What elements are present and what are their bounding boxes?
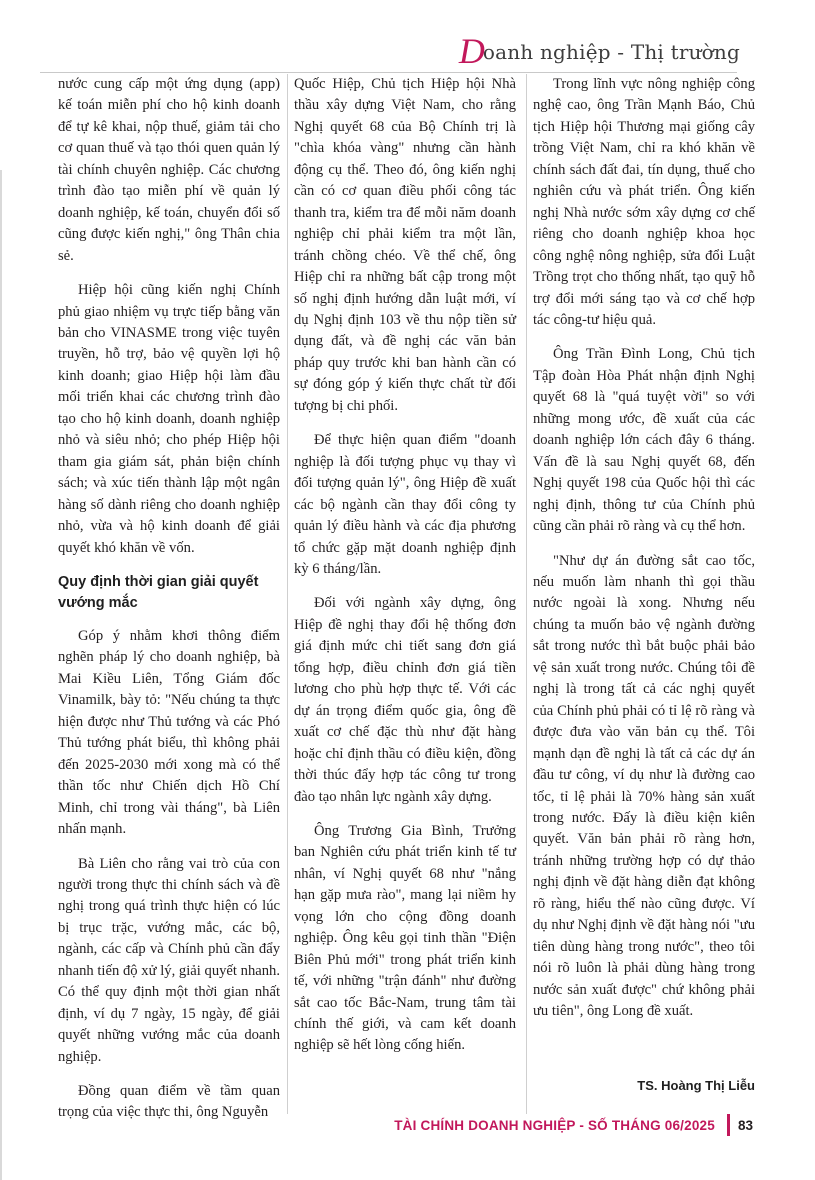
page-edge-bar xyxy=(0,170,2,1180)
article-column-3 xyxy=(533,74,755,1035)
section-header xyxy=(458,30,740,71)
paragraph: Ông Trần Đình Long, Chủ tịch Tập đoàn Hòa Phát nhận định Nghị quyết 68 là "quá tuyệt vời" so với những mong ước, đề xuất của các doanh nghiệp lớn cách đây 6 tháng. Vấn đề là sau Nghị quyết 68, đến Nghị quyết 198 của Quốc hội thì các nghị định, thông tư của Chính phủ cũng cần phải rõ ràng và cụ thể hơn. xyxy=(533,346,755,535)
paragraph: Đối với ngành xây dựng, ông Hiệp đề nghị thay đổi hệ thống đơn giá định mức chi tiết sang đơn giá tổng hợp, điều chỉnh đơn giá tiền lương cho phù hợp thực tế. Với các dự án trọng điểm quốc gia, ông đề xuất cơ chế đặc thù như đặt hàng hoặc chỉ định thầu có điều kiện, đồng thời thúc đẩy hợp tác công tư trong đào tạo nhân lực ngành xây dựng. xyxy=(294,595,516,805)
paragraph: nước cung cấp một ứng dụng (app) kế toán miễn phí cho hộ kinh doanh để tự kê khai, nộp thuế, giảm tải cho cơ quan thuế và tạo thói quen quản lý tài chính chuyên nghiệp. Các chương trình đào tạo miễn phí về quản lý doanh nghiệp, kế toán, chuyển đổi số cũng được kiến nghị," ông Thân chia sẻ. xyxy=(58,76,280,264)
footer-separator-bar xyxy=(727,1114,730,1136)
article-column-2 xyxy=(294,74,516,1070)
paragraph: "Như dự án đường sắt cao tốc, nếu muốn làm nhanh thì gọi thầu nước ngoài là xong. Nhưng nếu chúng ta muốn bảo vệ ngành đường sắt trong nước thì bắt buộc phải bảo vệ sản xuất trong nước. Chúng tôi đề nghị là trong tất cả các nghị quyết của Chính phủ phải có tỉ lệ rõ ràng và được đưa vào văn bản cụ thể. Tôi mạnh dạn đề nghị là tất cả các dự án đầu tư công, ví dụ như là đường cao tốc, tỉ lệ phải là 70% hàng sản xuất trong nước. Đấy là điều kiện kiên quyết. Văn bản phải rõ ràng hơn, tránh những trường hợp có dự thảo nghị định về đặt hàng diễn đạt không rõ ràng, hiểu thế nào cũng được. Ví dụ như Nghị định về đặt hàng nói "ưu tiên dùng hàng trong nước", theo tôi nói rõ luôn là phải dùng hàng trong nước sản xuất được" chứ không phải ưu tiên", ông Long đề xuất. xyxy=(533,552,755,1020)
article-column-1 xyxy=(58,74,280,1137)
author-signature: TS. Hoàng Thị Liễu xyxy=(637,1078,755,1093)
paragraph: Quốc Hiệp, Chủ tịch Hiệp hội Nhà thầu xây dựng Việt Nam, cho rằng Nghị quyết 68 của Bộ Chính trị là "chìa khóa vàng" nhưng cần hành động cụ thể. Theo đó, ông kiến nghị cần có cơ quan điều phối công tác thanh tra, kiểm tra để mỗi năm doanh nghiệp chỉ phải kiểm tra một lần, tránh chồng chéo. Về thể chế, ông Hiệp chỉ ra những bất cập trong một số nghị định hướng dẫn luật mới, ví dụ Nghị định 103 về thu nộp tiền sử dụng đất, và đề nghị các văn bản pháp quy trước khi ban hành cần có sự đóng góp ý kiến thực chất từ đối tượng bị chi phối. xyxy=(294,76,516,414)
paragraph: Bà Liên cho rằng vai trò của con người trong thực thi chính sách và đề nghị trong quá trình thực hiện có lúc bị trục trặc, vướng mắc, các bộ, ngành, các cấp và Chính phủ cần đẩy nhanh tiến độ xử lý, giải quyết nhanh. Có thể quy định một thời gian nhất định, ví dụ 7 ngày, 15 ngày, để giải quyết những vướng mắc của doanh nghiệp. xyxy=(58,855,280,1065)
paragraph: Ông Trương Gia Bình, Trưởng ban Nghiên cứu phát triển kinh tế tư nhân, ví Nghị quyết 68 như "nắng hạn gặp mưa rào", mang lại niềm hy vọng lớn cho cộng đồng doanh nghiệp. Ông kêu gọi tinh thần "Điện Biên Phủ mới" trong phát triển kinh tế, với những "trận đánh" như đường sắt cao tốc Bắc-Nam, trung tâm tài chính thế giới, và cam kết doanh nghiệp sẽ hết lòng cống hiến. xyxy=(294,822,516,1054)
section-header-text: oanh nghiệp - Thị trường xyxy=(482,40,740,64)
column-divider xyxy=(526,74,527,1114)
paragraph: Đồng quan điểm về tầm quan trọng của việc thực thi, ông Nguyễn xyxy=(58,1083,280,1121)
publication-name: TÀI CHÍNH DOANH NGHIỆP - SỐ THÁNG 06/2025 xyxy=(394,1117,715,1133)
paragraph: Góp ý nhằm khơi thông điểm nghẽn pháp lý cho doanh nghiệp, bà Mai Kiều Liên, Tổng Giám đốc Vinamilk, bày tỏ: "Nếu chúng ta thực hiện được như Thủ tướng và các Phó Thủ tướng phát biểu, thì không phải đến 2025-2030 mới xong mà có thể thần tốc như Chiến dịch Hồ Chí Minh, chỉ trong vài tháng", bà Liên nhấn mạnh. xyxy=(58,627,280,838)
paragraph: Để thực hiện quan điểm "doanh nghiệp là đối tượng phục vụ thay vì đối tượng quản lý", ông Hiệp đề xuất các bộ ngành cần thay đổi công ty quản lý điều hành và các địa phương tổ chức gặp mặt doanh nghiệp định kỳ 6 tháng/lần. xyxy=(294,432,516,577)
header-divider xyxy=(40,72,737,73)
paragraph: Hiệp hội cũng kiến nghị Chính phủ giao nhiệm vụ trực tiếp bằng văn bản cho VINASME trong việc tuyên truyền, hỗ trợ, bảo vệ quyền lợi hộ kinh doanh; giao Hiệp hội làm đầu mối triển khai các chương trình đào tạo cho hộ kinh doanh, doanh nghiệp nhỏ và siêu nhỏ; cho phép Hiệp hội tham gia giám sát, phản biện chính sách; và xúc tiến thành lập một ngân hàng số dành riêng cho doanh nghiệp nhỏ, vừa và hộ kinh doanh để giải quyết khó khăn về vốn. xyxy=(58,282,280,556)
section-subheading: Quy định thời gian giải quyết vướng mắc xyxy=(58,573,259,611)
page-footer xyxy=(394,1114,753,1136)
page-number: 83 xyxy=(737,1117,753,1133)
column-divider xyxy=(287,74,288,1114)
section-header-initial: D xyxy=(458,31,485,71)
paragraph: Trong lĩnh vực nông nghiệp công nghệ cao, ông Trần Mạnh Báo, Chủ tịch Hiệp hội Thương mại giống cây trồng Việt Nam, chỉ ra khó khăn về chính sách đất đai, tín dụng, thuế cho nghiên cứu và phát triển. Ông kiến nghị Nhà nước sớm xây dựng cơ chế riêng cho doanh nghiệp khoa học công nghệ nông nghiệp, sửa đổi Luật Trồng trọt cho thống nhất, tạo quỹ hỗ trợ đổi mới sáng tạo và cơ chế hợp tác công-tư hiệu quả. xyxy=(533,76,755,328)
